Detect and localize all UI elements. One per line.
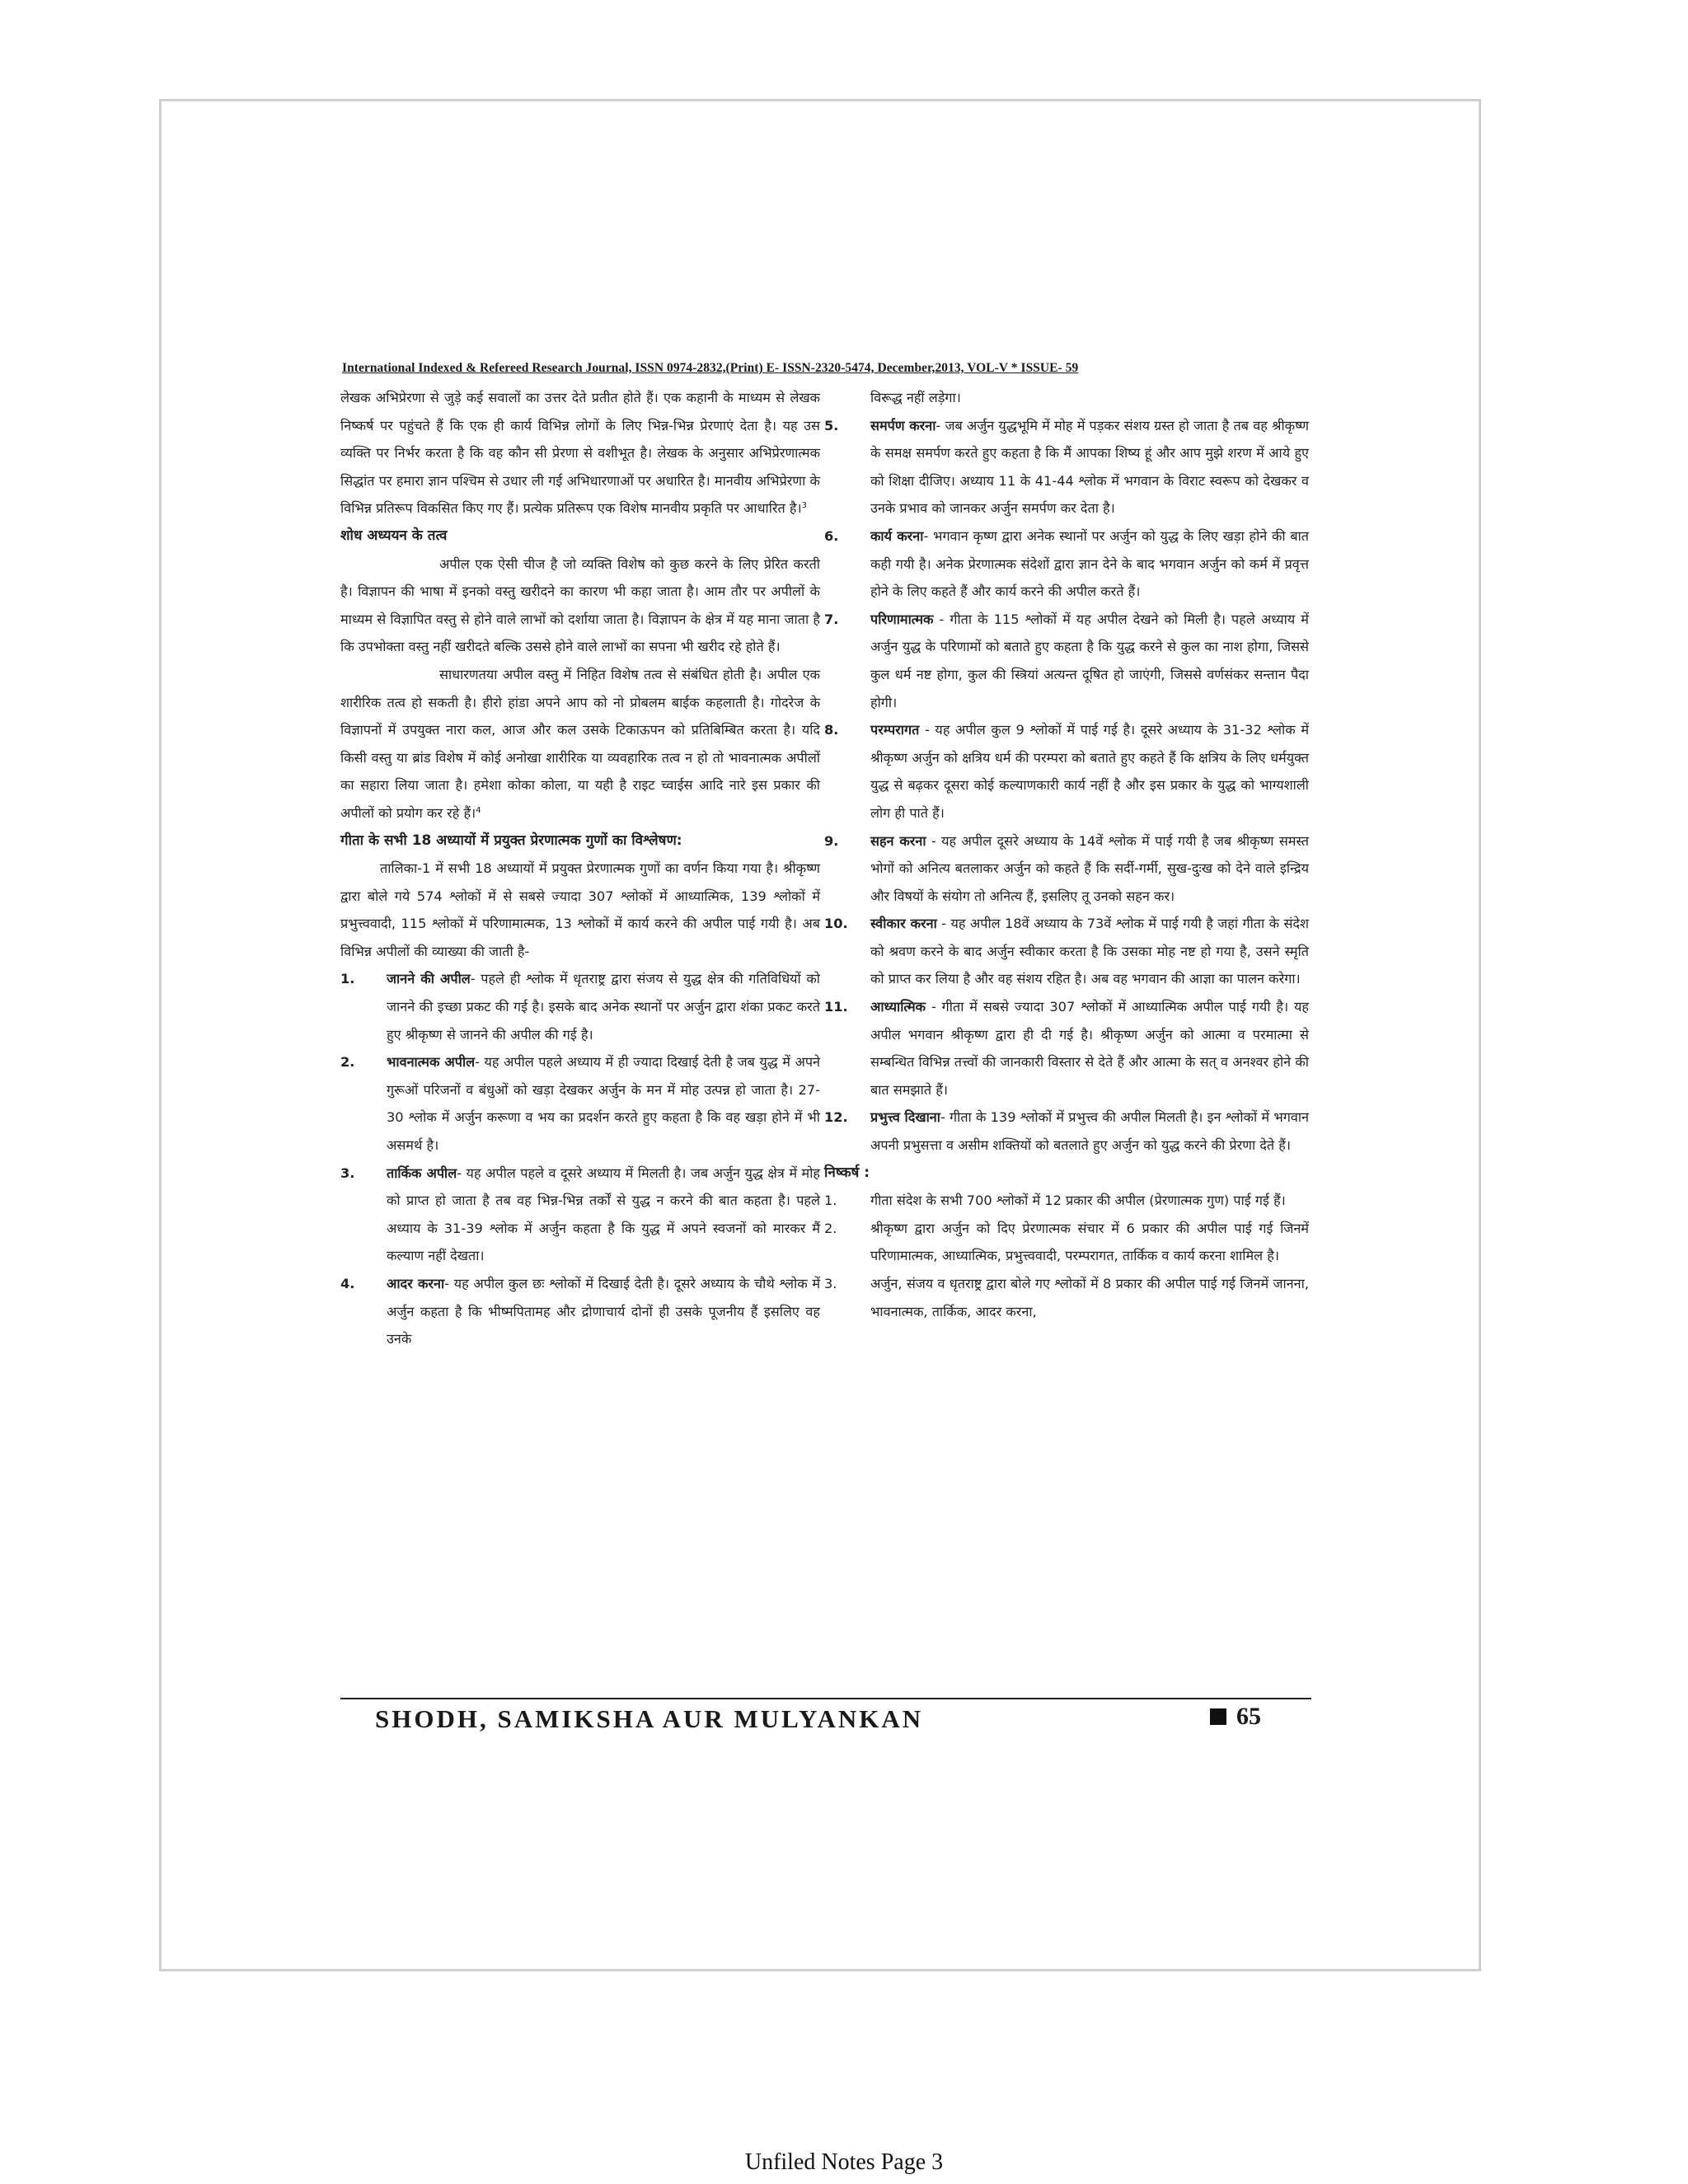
conclusion-item: 3. अर्जुन, संजय व धृतराष्ट्र द्वारा बोले गए श्लोकों में 8 प्रकार की अपील पाई गई जिनमें जानना, भावनात्मक, तार्किक, आदर करना, [824, 1276, 1309, 1319]
journal-header: International Indexed & Refereed Research Journal, ISSN 0974-2832,(Print) E- ISSN-2320-5474, December,2013, VOL-V * ISSUE- 59 [342, 361, 1079, 375]
footer-journal-title: SHODH, SAMIKSHA AUR MULYANKAN [375, 1704, 924, 1733]
continuation-text: विरूद्ध नहीं लड़ेगा। [870, 390, 961, 405]
intro-paragraph: लेखक अभिप्रेरणा से जुड़े कई सवालों का उत्तर देते प्रतीत होते हैं। एक कहानी के माध्यम से लेखक निष्कर्ष पर पहुंचते हैं कि एक ही कार्य विभिन्न लोगों के लिए भिन्न-भिन्न प्रेरणाएं देता है। यह उस व्यक्ति पर निर्भर करता है कि वह कौन सी प्रेरणा से वशीभूत है। लेखक के अनुसार अभिप्रेरणात्मक सिद्धांत पर हमारा ज्ञान पश्चिम से उधार ली गई अभिधारणाओं पर अधारित है। मानवीय अभिप्रेरणा के विभिन्न प्रतिरूप विकसित किए गए हैं। प्रत्येक प्रतिरूप एक विशेष मानवीय प्रकृति पर आधारित है।$^3$ [340, 390, 820, 517]
list-item: 9. सहन करना - यह अपील दूसरे अध्याय के 14वें श्लोक में पाई गयी है जब श्रीकृष्ण समस्त भोगों को अनित्य बतलाकर अर्जुन को कहते हैं कि सर्दी-गर्मी, सुख-दुःख को देने वाले इन्द्रिय और विषयों के संयोग तो अनित्य हैं, इसलिए तू उनको सहन कर। [824, 832, 1309, 904]
appeal-definition-paragraph: अपील एक ऐसी चीज है जो व्यक्ति विशेष को कुछ करने के लिए प्रेरित करती है। विज्ञापन की भाषा में इनको वस्तु खरीदने का कारण भी कहा जाता है। आम तौर पर अपीलों के माध्यम से विज्ञापित वस्तु से होने वाले लाभों को दर्शाया जाता है। विज्ञापन के क्षेत्र में यह माना जाता है कि उपभोक्ता वस्तु नहीं खरीदते बल्कि उससे होने वाले लाभों का सपना भी खरीद रहे होते हैं। [340, 555, 820, 655]
list-item: 3. तार्किक अपील- यह अपील पहले व दूसरे अध्याय में मिलती है। जब अर्जुन युद्ध क्षेत्र में मोह को प्राप्त हो जाता है तब वह भिन्न-भिन्न तर्कों से युद्ध न करने की बात कहता है। पहले अध्याय के 31-39 श्लोक में अर्जुन कहता है कि युद्ध में अपने स्वजनों को मारकर मैं कल्याण नहीं देखता। [340, 1165, 820, 1264]
square-bullet-icon [1210, 1708, 1226, 1725]
list-item: 6. कार्य करना- भगवान कृष्ण द्वारा अनेक स्थानों पर अर्जुन को युद्ध के लिए खड़ा होने की बात कही गयी है। अनेक प्रेरणात्मक संदेशों द्वारा ज्ञान देने के बाद भगवान अर्जुन को कर्म में प्रवृत्त होने के लिए कहते हैं और कार्य करने की अपील करते हैं। [824, 527, 1309, 600]
section-heading-elements: शोध अध्ययन के तत्व [340, 527, 448, 544]
list-item: 11. आध्यात्मिक - गीता में सबसे ज्यादा 307 श्लोकों में आध्यात्मिक अपील पाई गयी है। यह अपील भगवान श्रीकृष्ण द्वारा ही दी गई है। श्रीकृष्ण अर्जुन को आत्मा व परमात्मा से सम्बन्धित विभिन्न तत्त्वों की जानकारी विस्तार से देते हैं और आत्मा के सत् व अनश्वर होने की बात समझाते हैं। [824, 999, 1309, 1098]
appeal-examples-paragraph: साधारणतया अपील वस्तु में निहित विशेष तत्व से संबंधित होती है। अपील एक शारीरिक तत्व हो सकती है। हीरो हांडा अपने आप को नो प्रोबलम बाईक कहलाती है। गोदरेज के विज्ञापनों में उपयुक्त नारा कल, आज और कल उसके टिकाऊपन को प्रतिबिम्बित करता है। यदि किसी वस्तु या ब्रांड विशेष में कोई अनोखा शारीरिक या व्यवहारिक तत्व न हो तो भावनात्मक अपीलों का सहारा लिया जाता है। हमेशा कोका कोला, या यही है राइट च्वाईस आदि नारे इस प्रकार की अपीलों को प्रयोग कर रहे हैं।$^4$ [340, 666, 820, 821]
analysis-paragraph: तालिका-1 में सभी 18 अध्यायों में प्रयुक्त प्रेरणात्मक गुणों का वर्णन किया गया है। श्रीकृष्ण द्वारा बोले गये 574 श्लोकों में से सबसे ज्यादा 307 श्लोकों में आध्यात्मिक, 139 श्लोकों में प्रभुत्त्ववादी, 115 श्लोकों में परिणामात्मक, 13 श्लोकों में कार्य करने की अपील पाई गयी है। अब विभिन्न अपीलों की व्याख्या की जाती है- [340, 860, 820, 959]
list-item: 5. समर्पण करना- जब अर्जुन युद्धभूमि में मोह में पड़कर संशय ग्रस्त हो जाता है तब वह श्रीकृष्ण के समक्ष समर्पण करते हुए कहता है कि मैं आपका शिष्य हूं और आप मुझे शरण में आये हुए को शिक्षा दीजिए। अध्याय 11 के 41-44 श्लोक में भगवान के विराट स्वरूप को देखकर व उनके प्रभाव को जानकर अर्जुन समर्पण कर देता है। [824, 417, 1309, 517]
list-item: 2. भावनात्मक अपील- यह अपील पहले अध्याय में ही ज्यादा दिखाई देती है जब युद्ध में अपने गुरूओं परिजनों व बंधुओं को खड़ा देखकर अर्जुन के मन में मोह उत्पन्न हो जाता है। 27-30 श्लोक में अर्जुन करूणा व भय का प्रदर्शन करते हुए कहता है कि वह खड़ा होने में भी असमर्थ है। [340, 1054, 820, 1154]
conclusion-heading: निष्कर्ष : [824, 1164, 870, 1181]
list-item: 1. जानने की अपील- पहले ही श्लोक में धृतराष्ट्र द्वारा संजय से युद्ध क्षेत्र की गतिविधियों को जानने की इच्छा प्रकट की गई है। इसके बाद अनेक स्थानों पर अर्जुन द्वारा शंका प्रकट करते हुए श्रीकृष्ण से जानने की अपील की गई है। [340, 971, 820, 1043]
list-item: 12. प्रभुत्त्व दिखाना- गीता के 139 श्लोकों में प्रभुत्त्व की अपील मिलती है। इन श्लोकों में भगवान अपनी प्रभुसत्ता व असीम शक्तियों को बतलाते हुए अर्जुन को युद्ध करने की प्रेरणा देते हैं। [824, 1109, 1309, 1154]
footer-page-number: 65 [1210, 1703, 1261, 1731]
footer-rule [340, 1698, 1311, 1699]
conclusion-item: 1. गीता संदेश के सभी 700 श्लोकों में 12 प्रकार की अपील (प्रेरणात्मक गुण) पाई गई हैं। [824, 1193, 1286, 1209]
list-item: 8. परम्परागत - यह अपील कुल 9 श्लोकों में पाई गई है। दूसरे अध्याय के 31-32 श्लोक में श्रीकृष्ण अर्जुन को क्षत्रिय धर्म की परम्परा को बताते हुए कहते हैं कि क्षत्रिय के लिए धर्मयुक्त युद्ध से बढ़कर दूसरा कोई कल्याणकारी कार्य नहीं है और इस प्रकार के युद्ध को भाग्यशाली लोग ही पाते हैं। [824, 722, 1309, 821]
left-column [340, 384, 820, 1353]
notes-page-label: Unfiled Notes Page 3 [744, 2149, 944, 2175]
list-item: 7. परिणामात्मक - गीता के 115 श्लोकों में यह अपील देखने को मिली है। पहले अध्याय में अर्जुन युद्ध के परिणामों को बताते हुए कहता है कि युद्ध करने से कुल का नाश होगा, जिससे कुल धर्म नष्ट होगा, कुल की स्त्रियां अत्यन्त दूषित हो जाएंगी, जिससे वर्णसंकर सन्तान पैदा होगी। [824, 611, 1309, 710]
right-column [824, 384, 1309, 1325]
conclusion-item: 2. श्रीकृष्ण द्वारा अर्जुन को दिए प्रेरणात्मक संचार में 6 प्रकार की अपील पाई गई जिनमें परिणामात्मक, आध्यात्मिक, प्रभुत्त्ववादी, परम्परागत, तार्किक व कार्य करना शामिल है। [824, 1220, 1309, 1264]
list-item: 10. स्वीकार करना - यह अपील 18वें अध्याय के 73वें श्लोक में पाई गयी है जहां गीता के संदेश को श्रवण करने के बाद अर्जुन स्वीकार करता है कि उसका मोह नष्ट हो गया है, उसने स्मृति को प्राप्त कर लिया है और वह संशय रहित है। अब वह भगवान की आज्ञा का पालन करेगा। [824, 916, 1309, 987]
list-item: 4. आदर करना- यह अपील कुल छः श्लोकों में दिखाई देती है। दूसरे अध्याय के चौथे श्लोक में अर्जुन कहता है कि भीष्मपितामह और द्रोणाचार्य दोनों ही उसके पूजनीय हैं इसलिए वह उनके [340, 1276, 821, 1347]
section-heading-analysis: गीता के सभी 18 अध्यायों में प्रयुक्त प्रेरणात्मक गुणों का विश्लेषण: [340, 832, 682, 849]
